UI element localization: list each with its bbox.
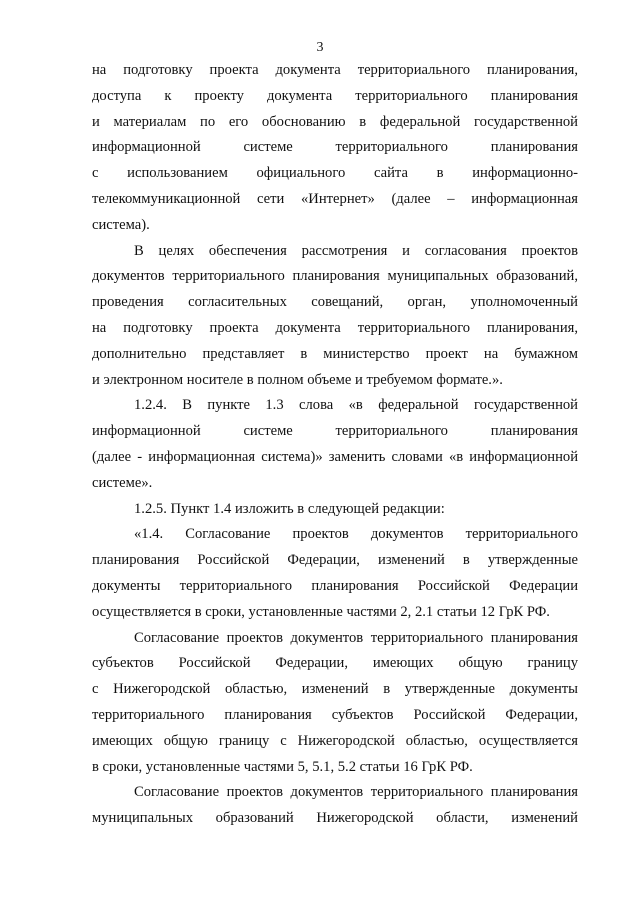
document-body bbox=[92, 58, 578, 832]
text-line: субъектов Российской Федерации, имеющих общую границу bbox=[92, 655, 578, 672]
paragraph-2 bbox=[92, 239, 578, 394]
text-line: «1.4. Согласование проектов документов территориального bbox=[134, 526, 578, 543]
text-line: Согласование проектов документов территориального планирования bbox=[134, 784, 578, 801]
text-line: документов территориального планирования муниципальных образований, bbox=[92, 268, 578, 285]
text-line: Согласование проектов документов территориального планирования bbox=[134, 629, 578, 646]
text-line: и материалам по его обоснованию в федеральной государственной bbox=[92, 113, 578, 130]
text-line: в сроки, установленные частями 5, 5.1, 5.2 статьи 16 ГрК РФ. bbox=[92, 758, 473, 775]
text-line: муниципальных образований Нижегородской области, изменений bbox=[92, 810, 578, 827]
text-line: документы территориального планирования Российской Федерации bbox=[92, 577, 578, 594]
text-line: (далее - информационная система)» заменить словами «в информационной bbox=[92, 448, 578, 465]
paragraph-7 bbox=[92, 780, 578, 832]
text-line: проведения согласительных совещаний, орган, уполномоченный bbox=[92, 294, 578, 311]
text-line: система). bbox=[92, 216, 150, 233]
text-line: планирования Российской Федерации, изменений в утвержденные bbox=[92, 552, 578, 569]
text-line: имеющих общую границу с Нижегородской областью, осуществляется bbox=[92, 732, 578, 749]
paragraph-1 bbox=[92, 58, 578, 239]
text-line: В целях обеспечения рассмотрения и согласования проектов bbox=[134, 242, 578, 259]
text-line: доступа к проекту документа территориального планирования bbox=[92, 87, 578, 104]
text-line: системе». bbox=[92, 474, 153, 491]
text-line: и электронном носителе в полном объеме и требуемом формате.». bbox=[92, 371, 503, 388]
page-number: 3 bbox=[316, 40, 324, 55]
text-line: 1.2.4. В пункте 1.3 слова «в федеральной государственной bbox=[134, 397, 578, 414]
text-line: с использованием официального сайта в информационно- bbox=[92, 165, 578, 182]
text-line: на подготовку проекта документа территориального планирования, bbox=[92, 319, 578, 336]
text-line: информационной системе территориального планирования bbox=[92, 139, 578, 156]
text-line: территориального планирования субъектов Российской Федерации, bbox=[92, 706, 578, 723]
text-line: на подготовку проекта документа территориального планирования, bbox=[92, 62, 578, 78]
paragraph-6 bbox=[92, 626, 578, 781]
text-line: телекоммуникационной сети «Интернет» (далее – информационная bbox=[92, 190, 578, 207]
text-line: с Нижегородской областью, изменений в утвержденные документы bbox=[92, 681, 578, 698]
paragraph-3 bbox=[92, 393, 578, 496]
text-line: информационной системе территориального планирования bbox=[92, 423, 578, 440]
text-line: дополнительно представляет в министерство проект на бумажном bbox=[92, 345, 578, 362]
text-line: осуществляется в сроки, установленные частями 2, 2.1 статьи 12 ГрК РФ. bbox=[92, 603, 550, 620]
paragraph-5 bbox=[92, 522, 578, 625]
text-line: 1.2.5. Пункт 1.4 изложить в следующей редакции: bbox=[134, 500, 445, 517]
paragraph-4 bbox=[92, 497, 578, 523]
